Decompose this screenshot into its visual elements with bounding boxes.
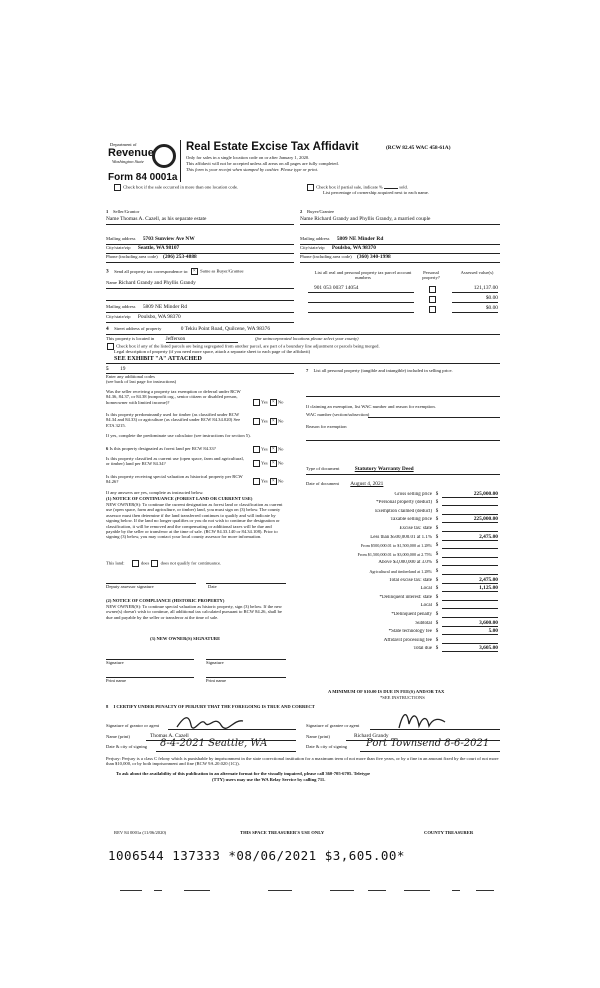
wac-label: WAC number (section/subsection): [306, 412, 370, 417]
section5-q3: If yes, complete the predominate use calculator (see instructions for section 5).: [106, 433, 251, 438]
grantor-date-label: Date & city of signing: [106, 744, 148, 749]
tax-row-label: From $500,000.01 to $1,500,000 at 1.28%: [360, 543, 432, 549]
minimum-fee-note: A MINIMUM OF $10.00 IS DUE IN FEE(S) AND/OR TAX: [328, 689, 445, 694]
tax-row-value: 3,605.00: [442, 645, 498, 652]
tax-row: [300, 618, 500, 627]
tax-row-dollar: $: [435, 551, 439, 557]
personal-property-checkbox-2[interactable]: [429, 296, 436, 303]
seller-heading: Seller/Grantor: [113, 209, 140, 214]
tax-row-dollar: $: [435, 646, 439, 652]
seller-name: Thomas A. Cazell, as his separate estate: [120, 216, 207, 222]
form-title: Real Estate Excise Tax Affidavit: [186, 141, 359, 153]
segregation-row: Check box if any of the listed parcels are being segregated from another parcel, are part of a boundary line adjustment or parcels being merged.: [106, 343, 501, 350]
tax-row: [300, 584, 500, 593]
section5-code: 19: [120, 366, 126, 372]
grantee-date-label: Date & city of signing: [306, 744, 348, 749]
tax-row-label: *Delinquent penalty: [391, 611, 432, 617]
tax-row-dollar: $: [435, 560, 439, 566]
tax-row-label: Local: [420, 603, 432, 609]
tax-row-dollar: $: [435, 577, 439, 583]
tax-row: [300, 532, 500, 541]
current-use-no-checkbox[interactable]: ×: [270, 460, 277, 467]
section4-county-row: This property is located in Jefferson (for unincorporated locations please select your county): [106, 336, 359, 342]
section6-q3: Is this property receiving special valuation as historical property per RCW 84.26?: [106, 474, 243, 485]
owner-signature-label-2: Signature: [206, 660, 224, 665]
tax-row: [300, 558, 500, 567]
tax-row-label: Less than $500,000.01 at 1.1%: [370, 534, 432, 540]
dept-line2: Washington State: [112, 159, 144, 164]
tax-row-value: 3,600.00: [442, 620, 498, 627]
dept-name: Revenue: [108, 147, 154, 159]
buyer-city-row: City/state/zip Poulsbo, WA 98370: [300, 245, 376, 251]
parcel-header: List all real and personal property tax parcel account numbers: [314, 270, 412, 281]
tax-row-dollar: $: [435, 586, 439, 592]
property-street: 0 Tekiu Point Road, Quilcene, WA 98376: [180, 326, 271, 332]
tax-row-value: 225,000.00: [442, 516, 498, 523]
buyer-num: 2: [300, 209, 303, 214]
assessed-header: Assessed value(s): [460, 270, 494, 275]
does-qualify-checkbox[interactable]: [132, 560, 139, 567]
tax-row-value: 2,475.00: [442, 577, 498, 584]
segregation-checkbox[interactable]: [107, 343, 114, 350]
tax-row-dollar: $: [435, 500, 439, 506]
grantee-date-city: Port Townsend 8-6-2021: [366, 738, 490, 749]
personal-property-checkbox-3[interactable]: [429, 306, 436, 313]
tax-row-dollar: $: [435, 637, 439, 643]
section3-city: Poulsbo, WA 98370: [137, 314, 181, 320]
tax-row-label: From $1,500,000.01 to $3,000,000 at 2.75%: [357, 551, 432, 557]
buyer-mail: 5809 NE Minder Rd: [336, 236, 384, 242]
does-not-qualify-checkbox[interactable]: [151, 560, 158, 567]
doc-date-row: Date of document August 4, 2021: [306, 481, 384, 487]
form-statute: (RCW 82.45 WAC 458-61A): [386, 145, 451, 151]
tax-row-label: Subtotal: [415, 620, 432, 626]
parcel-number: 901 053 0037 14054: [314, 285, 359, 291]
deputy-date-label: Date: [208, 584, 217, 589]
buyer-city: Poulsbo, WA 98370: [331, 245, 376, 251]
header-note-1: Only for sales in a single location code on or after January 1, 2020.: [186, 155, 310, 160]
multiple-location-checkbox[interactable]: [114, 184, 121, 191]
section5-label2: (see back of last page for instructions): [106, 379, 177, 384]
check-multiple-label: Check box if the sale occurred in more than one location code.: [123, 184, 239, 190]
forest-yes-checkbox[interactable]: [253, 446, 260, 453]
tax-row-dollar: $: [435, 525, 439, 531]
seller-mail: 5703 Sunview Ave NW: [142, 236, 195, 242]
assessed-value-3: $0.00: [485, 305, 498, 311]
owner-print-label-1: Print name: [106, 678, 127, 683]
tax-row-dollar: $: [435, 568, 439, 574]
tax-row: [300, 506, 500, 515]
tax-row: [300, 575, 500, 584]
tax-row: [300, 566, 500, 575]
q1-no-checkbox[interactable]: ×: [270, 399, 277, 406]
historic-yes-checkbox[interactable]: [253, 478, 260, 485]
section4-street-row: 4 Street address of property 0 Tekiu Point Road, Quilcene, WA 98376: [106, 326, 271, 332]
perjury-notice: Perjury: Perjury is a class C felony which is punishable by imprisonment in the state correctional institution for a maximum term of not more than five years, or by a fine in an amount fixed by the court of not more than $10,000, or by both imprisonment and fine (RCW 9A.20.020 (1C)).: [106, 756, 499, 767]
header-note-3: This form is your receipt when stamped by cashier. Please type or print.: [186, 167, 319, 172]
personal-property-checkbox-1[interactable]: [429, 286, 436, 293]
section6-q3-answers: Yes × No: [252, 478, 283, 485]
notice2-text: NEW OWNER(S): To continue special valuation as historic property, sign (3) below. If the new owner(s) doesn't wish to continue, all additional tax calculated pursuant to RCW 84.26, shall be due and payable by the seller or transferor at the time of sale.: [106, 604, 282, 620]
property-county: Jefferson: [166, 336, 238, 343]
see-instructions-note: *SEE INSTRUCTIONS: [380, 695, 425, 700]
exemption-label: If claiming an exemption, list WAC number and reason for exemption.: [306, 404, 436, 409]
grantor-date-city: 8-4-2021 Seattle, WA: [160, 738, 268, 749]
buyer-phone-row: Phone (including area code) (360) 340-1998: [300, 254, 391, 260]
seller-name-row: Name Thomas A. Cazell, as his separate estate: [106, 216, 207, 222]
section3-mail-row: Mailing address 5809 NE Minder Rd: [106, 304, 188, 310]
section5-q2-answers: Yes × No: [252, 418, 283, 425]
grantee-name-label: Name (print): [306, 734, 330, 739]
grantor-name-label: Name (print): [106, 734, 130, 739]
section3-name: Richard Grandy and Phyllis Grandy: [118, 280, 196, 286]
tax-row-label: *State technology fee: [388, 629, 432, 635]
grantee-sig-label: Signature of grantee or agent: [306, 723, 360, 728]
q1-yes-checkbox[interactable]: [253, 399, 260, 406]
grantor-name: Thomas A. Cazell: [150, 733, 189, 739]
deputy-signature-label: Deputy assessor signature: [106, 584, 154, 589]
tax-row-label: Total due: [413, 646, 432, 652]
tax-row-dollar: $: [435, 534, 439, 540]
tax-row-label: Excise tax: state: [399, 525, 432, 531]
tax-row-value: 225,000.00: [442, 491, 498, 498]
check-partial-label: Check box if partial sale, indicate %: [316, 184, 383, 190]
section6-q1-row: 6 Is this property designated as forest land per RCW 84.33?: [106, 446, 216, 451]
notice2-title: (2) NOTICE OF COMPLIANCE (HISTORIC PROPERTY): [106, 598, 225, 603]
notice1-title: (1) NOTICE OF CONTINUANCE (FOREST LAND OR CURRENT USE): [106, 496, 253, 501]
section5-row: 5 19: [106, 366, 126, 372]
tax-row: [300, 635, 500, 644]
tax-row: [300, 515, 500, 524]
assessed-value-2: $0.00: [485, 295, 498, 301]
tax-row: [300, 498, 500, 507]
section5-q2: Is this property predominantly used for timber (as classified under RCW 84.34 and 84.33) or agriculture (as classified under RCW 84.34.020) See ETA 3215.: [106, 412, 241, 428]
alternate-format-2: (TTY) users may use the WA Relay Service by calling 711.: [212, 777, 326, 782]
form-number: Form 84 0001a: [108, 172, 178, 183]
section3-mail: 5809 NE Minder Rd: [142, 304, 188, 310]
tax-row: [300, 549, 500, 558]
buyer-name-row: Name Richard Grandy and Phyllis Grandy, a married couple: [300, 216, 431, 222]
continuance-row: This land: does does not qualify for continuance.: [106, 560, 222, 566]
owner-print-label-2: Print name: [206, 678, 227, 683]
check-multiple-row: [113, 184, 238, 191]
tax-row-label: Affidavit processing fee: [383, 637, 432, 643]
tax-row-label: Gross selling price: [394, 491, 432, 497]
tax-row-dollar: $: [435, 620, 439, 626]
tax-row-label: Exemption claimed (deduct): [375, 508, 432, 514]
buyer-phone: (360) 340-1998: [357, 254, 391, 260]
tax-row-value: 1,125.00: [442, 585, 498, 592]
buyer-mail-row: Mailing address 5809 NE Minder Rd: [300, 236, 384, 242]
recording-stamp: 1006544 137333 *08/06/2021 $3,605.00*: [108, 848, 405, 863]
tax-row-dollar: $: [435, 629, 439, 635]
reason-label: Reason for exemption: [306, 424, 347, 429]
rev-number: REV 84 0001a (11/06/2020): [114, 830, 167, 835]
tax-row: [300, 523, 500, 532]
section5-label1: Enter any additional codes: [106, 374, 155, 379]
header-note-2: This affidavit will not be accepted unless all areas on all pages are fully completed.: [186, 161, 339, 166]
list-pct-note: List percentage of ownership acquired next to each name.: [323, 190, 429, 195]
same-as-buyer-checkbox[interactable]: ×: [191, 268, 198, 275]
tax-row-value: 2,475.00: [442, 534, 498, 541]
tax-row-dollar: $: [435, 603, 439, 609]
county-treasurer: COUNTY TREASURER: [424, 830, 474, 835]
seller-num: 1: [106, 209, 109, 214]
tax-calculation: [300, 489, 500, 652]
tax-row-dollar: $: [435, 508, 439, 514]
owner-signature-label-1: Signature: [106, 660, 124, 665]
tax-row: [300, 627, 500, 636]
section7-row: 7 List all personal property (tangible and intangible) included in selling price.: [306, 368, 453, 373]
tax-row-label: Local: [420, 586, 432, 592]
current-use-yes-checkbox[interactable]: [253, 460, 260, 467]
section6-q2-answers: Yes × No: [252, 460, 283, 467]
q2-no-checkbox[interactable]: ×: [270, 418, 277, 425]
new-owner-signature-title: (3) NEW OWNER(S) SIGNATURE: [150, 636, 221, 641]
tax-row-dollar: $: [435, 491, 439, 497]
section6-intro: If any answers are yes, complete as instructed below.: [106, 490, 204, 495]
doc-type: Statutory Warranty Deed: [354, 466, 414, 472]
seller-city-row: City/state/zip Seattle, WA 98107: [106, 245, 180, 251]
partial-sale-checkbox[interactable]: [307, 184, 314, 191]
tax-row-label: Agricultural and timberland at 1.28%: [369, 568, 432, 574]
seller-mail-row: Mailing address 5703 Sunview Ave NW: [106, 236, 195, 242]
grantor-sig-label: Signature of grantor or agent: [106, 723, 160, 728]
tax-row-dollar: $: [435, 594, 439, 600]
partial-sold-label: sold.: [399, 184, 408, 190]
tax-row: [300, 644, 500, 653]
tax-row-dollar: $: [435, 543, 439, 549]
doc-type-row: Type of document Statutory Warranty Deed: [306, 466, 414, 472]
q2-yes-checkbox[interactable]: [253, 418, 260, 425]
legal-description-label: Legal description of property (if you need more space, attach a separate sheet to each page of the affidavit): [114, 349, 311, 354]
section6-q2: Is this property classified as current use (open space, farm and agricultural, or timber) land per RCW 84.34?: [106, 456, 244, 467]
tax-row-label: Taxable selling price: [390, 517, 432, 523]
forest-no-checkbox[interactable]: ×: [270, 446, 277, 453]
tax-row-label: *Personal property (deduct): [376, 500, 432, 506]
revenue-logo-icon: [152, 144, 176, 168]
notice1-text: NEW OWNER(S): To continue the current designation as forest land or classification as current use (open space, farm and agriculture, or timber) land, you must sign on (3) below. The county assessor must then determine if the land transferred continues to qualify and will indicate by signing below. If the land no longer qualifies or you do not wish to continue the designation or classification, it will be removed and the compensating or additional taxes will be due and payable by the seller or transferor at the time of sale. (RCW 84.33.140 or 84.34.108). Prior to signing (3) below, you may contact your local county assessor for more information.: [106, 502, 283, 540]
treasurer-use: THIS SPACE TREASURER'S USE ONLY: [240, 830, 325, 835]
section3-row: 3 Send all property tax correspondence to: × Same as Buyer/Grantee: [106, 268, 244, 275]
doc-date: August 4, 2021: [350, 481, 384, 487]
tax-row: [300, 609, 500, 618]
seller-city: Seattle, WA 98107: [137, 245, 180, 251]
section3-city-row: City/state/zip Poulsbo, WA 98370: [106, 314, 181, 320]
section5-q1-answers: Yes × No: [252, 399, 283, 406]
grantor-signature: [175, 713, 245, 735]
assessed-value-1: 121,137.00: [473, 285, 498, 291]
buyer-heading: Buyer/Grantee: [307, 209, 335, 214]
grantee-signature: [395, 708, 447, 737]
tax-row-label: Total excise tax: state: [388, 577, 432, 583]
seller-phone-row: Phone (including area code) (206) 253-4888: [106, 254, 197, 260]
historic-no-checkbox[interactable]: ×: [270, 478, 277, 485]
section6-q1-answers: Yes × No: [252, 446, 283, 453]
personal-header: Personal property?: [422, 270, 440, 281]
section5-q1: Was the seller receiving a property tax exemption or deferral under RCW 84.36, 84.37, or 84.38 (nonprofit org., senior citizen or disabled person, homeowner with limited income)?: [106, 389, 241, 405]
tax-row-dollar: $: [435, 611, 439, 617]
tax-row-label: *Delinquent interest: state: [379, 594, 432, 600]
buyer-name: Richard Grandy and Phyllis Grandy, a married couple: [314, 216, 431, 222]
certify-row: 8 I CERTIFY UNDER PENALTY OF PERJURY THAT THE FOREGOING IS TRUE AND CORRECT: [106, 704, 315, 709]
tax-row: [300, 592, 500, 601]
dept-line1: Department of: [110, 142, 137, 147]
alternate-format-1: To ask about the availability of this publication in an alternate format for the visually impaired, please call 360-705-6705. Teletype: [116, 771, 370, 776]
grantee-name: Richard Grandy: [354, 733, 389, 739]
tax-row-dollar: $: [435, 517, 439, 523]
section3-name-row: Name Richard Grandy and Phyllis Grandy: [106, 280, 196, 286]
tax-row-value: 5.00: [442, 628, 498, 635]
seller-phone: (206) 253-4888: [163, 254, 197, 260]
tax-row: [300, 489, 500, 498]
exhibit-a: SEE EXHIBIT "A" ATTACHED: [114, 355, 202, 362]
tax-row-label: Above $3,000,000 at 3.0%: [378, 560, 432, 566]
tax-row: [300, 541, 500, 550]
tax-row: [300, 601, 500, 610]
